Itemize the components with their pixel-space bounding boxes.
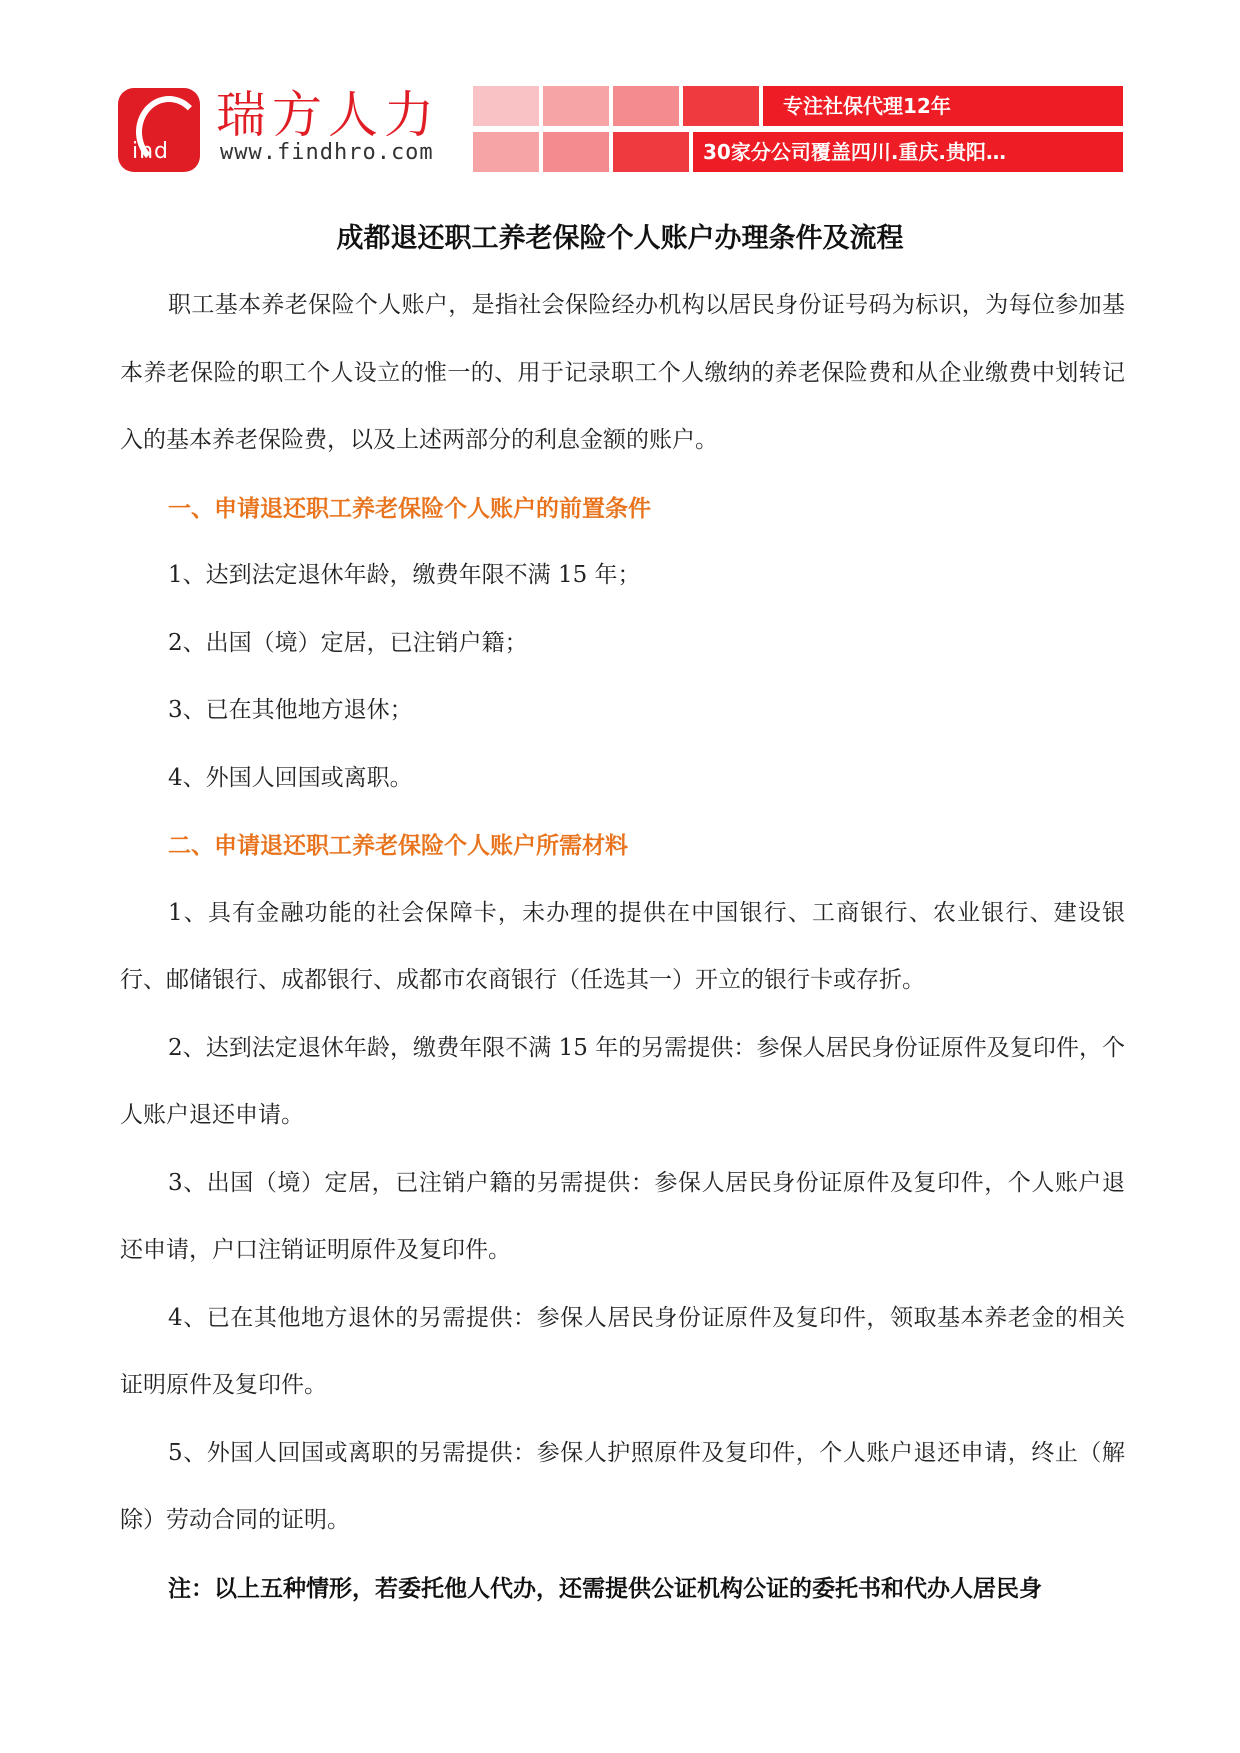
intro-paragraph: 职工基本养老保险个人账户，是指社会保险经办机构以居民身份证号码为标识，为每位参加基本养老保险的职工个人设立的惟一的、用于记录职工个人缴纳的养老保险费和从企业缴费中划转记入的基本养老保险费，以及上述两部分的利息金额的账户。 <box>120 292 1125 453</box>
section2-item: 4、已在其他地方退休的另需提供：参保人居民身份证原件及复印件，领取基本养老金的相关证明原件及复印件。 <box>120 1304 1125 1398</box>
section2-item: 2、达到法定退休年龄，缴费年限不满 15 年的另需提供：参保人居民身份证原件及复印件，个人账户退还申请。 <box>120 1034 1125 1128</box>
section1-item: 3、已在其他地方退休； <box>168 697 413 723</box>
section2-item: 5、外国人回国或离职的另需提供：参保人护照原件及复印件，个人账户退还申请，终止（解除）劳动合同的证明。 <box>120 1439 1125 1533</box>
header-tile <box>613 132 689 172</box>
section1-item: 2、出国（境）定居，已注销户籍； <box>168 629 528 656</box>
brand-url: www.findhro.com <box>220 140 434 165</box>
document-body <box>120 272 1125 1622</box>
find-logo-icon <box>118 88 200 172</box>
section2-item: 1、具有金融功能的社会保障卡，未办理的提供在中国银行、工商银行、农业银行、建设银行、邮储银行、成都银行、成都市农商银行（任选其一）开立的银行卡或存折。 <box>120 899 1125 993</box>
header-tiles <box>473 86 1123 174</box>
page-header <box>118 86 1122 174</box>
header-tile <box>543 86 609 126</box>
logo-text: ind <box>132 139 170 164</box>
header-tile <box>473 132 539 172</box>
document-title: 成都退还职工养老保险个人账户办理条件及流程 <box>336 223 904 254</box>
brand-name: 瑞方人力 <box>216 86 440 144</box>
header-tile <box>613 86 679 126</box>
header-tile <box>473 86 539 126</box>
banner-branches: 30家分公司覆盖四川.重庆.贵阳… <box>693 132 1123 172</box>
section1-item: 1、达到法定退休年龄，缴费年限不满 15 年； <box>168 562 641 588</box>
header-tile <box>543 132 609 172</box>
section1-heading: 一、申请退还职工养老保险个人账户的前置条件 <box>168 494 651 522</box>
banner-slogan: 专注社保代理12年 <box>763 86 1123 126</box>
note-paragraph: 注：以上五种情形，若委托他人代办，还需提供公证机构公证的委托书和代办人居民身 <box>168 1574 1042 1602</box>
section1-item: 4、外国人回国或离职。 <box>168 764 413 791</box>
section2-item: 3、出国（境）定居，已注销户籍的另需提供：参保人居民身份证原件及复印件，个人账户退还申请，户口注销证明原件及复印件。 <box>120 1169 1125 1263</box>
section2-heading: 二、申请退还职工养老保险个人账户所需材料 <box>168 832 628 859</box>
header-tile <box>683 86 759 126</box>
